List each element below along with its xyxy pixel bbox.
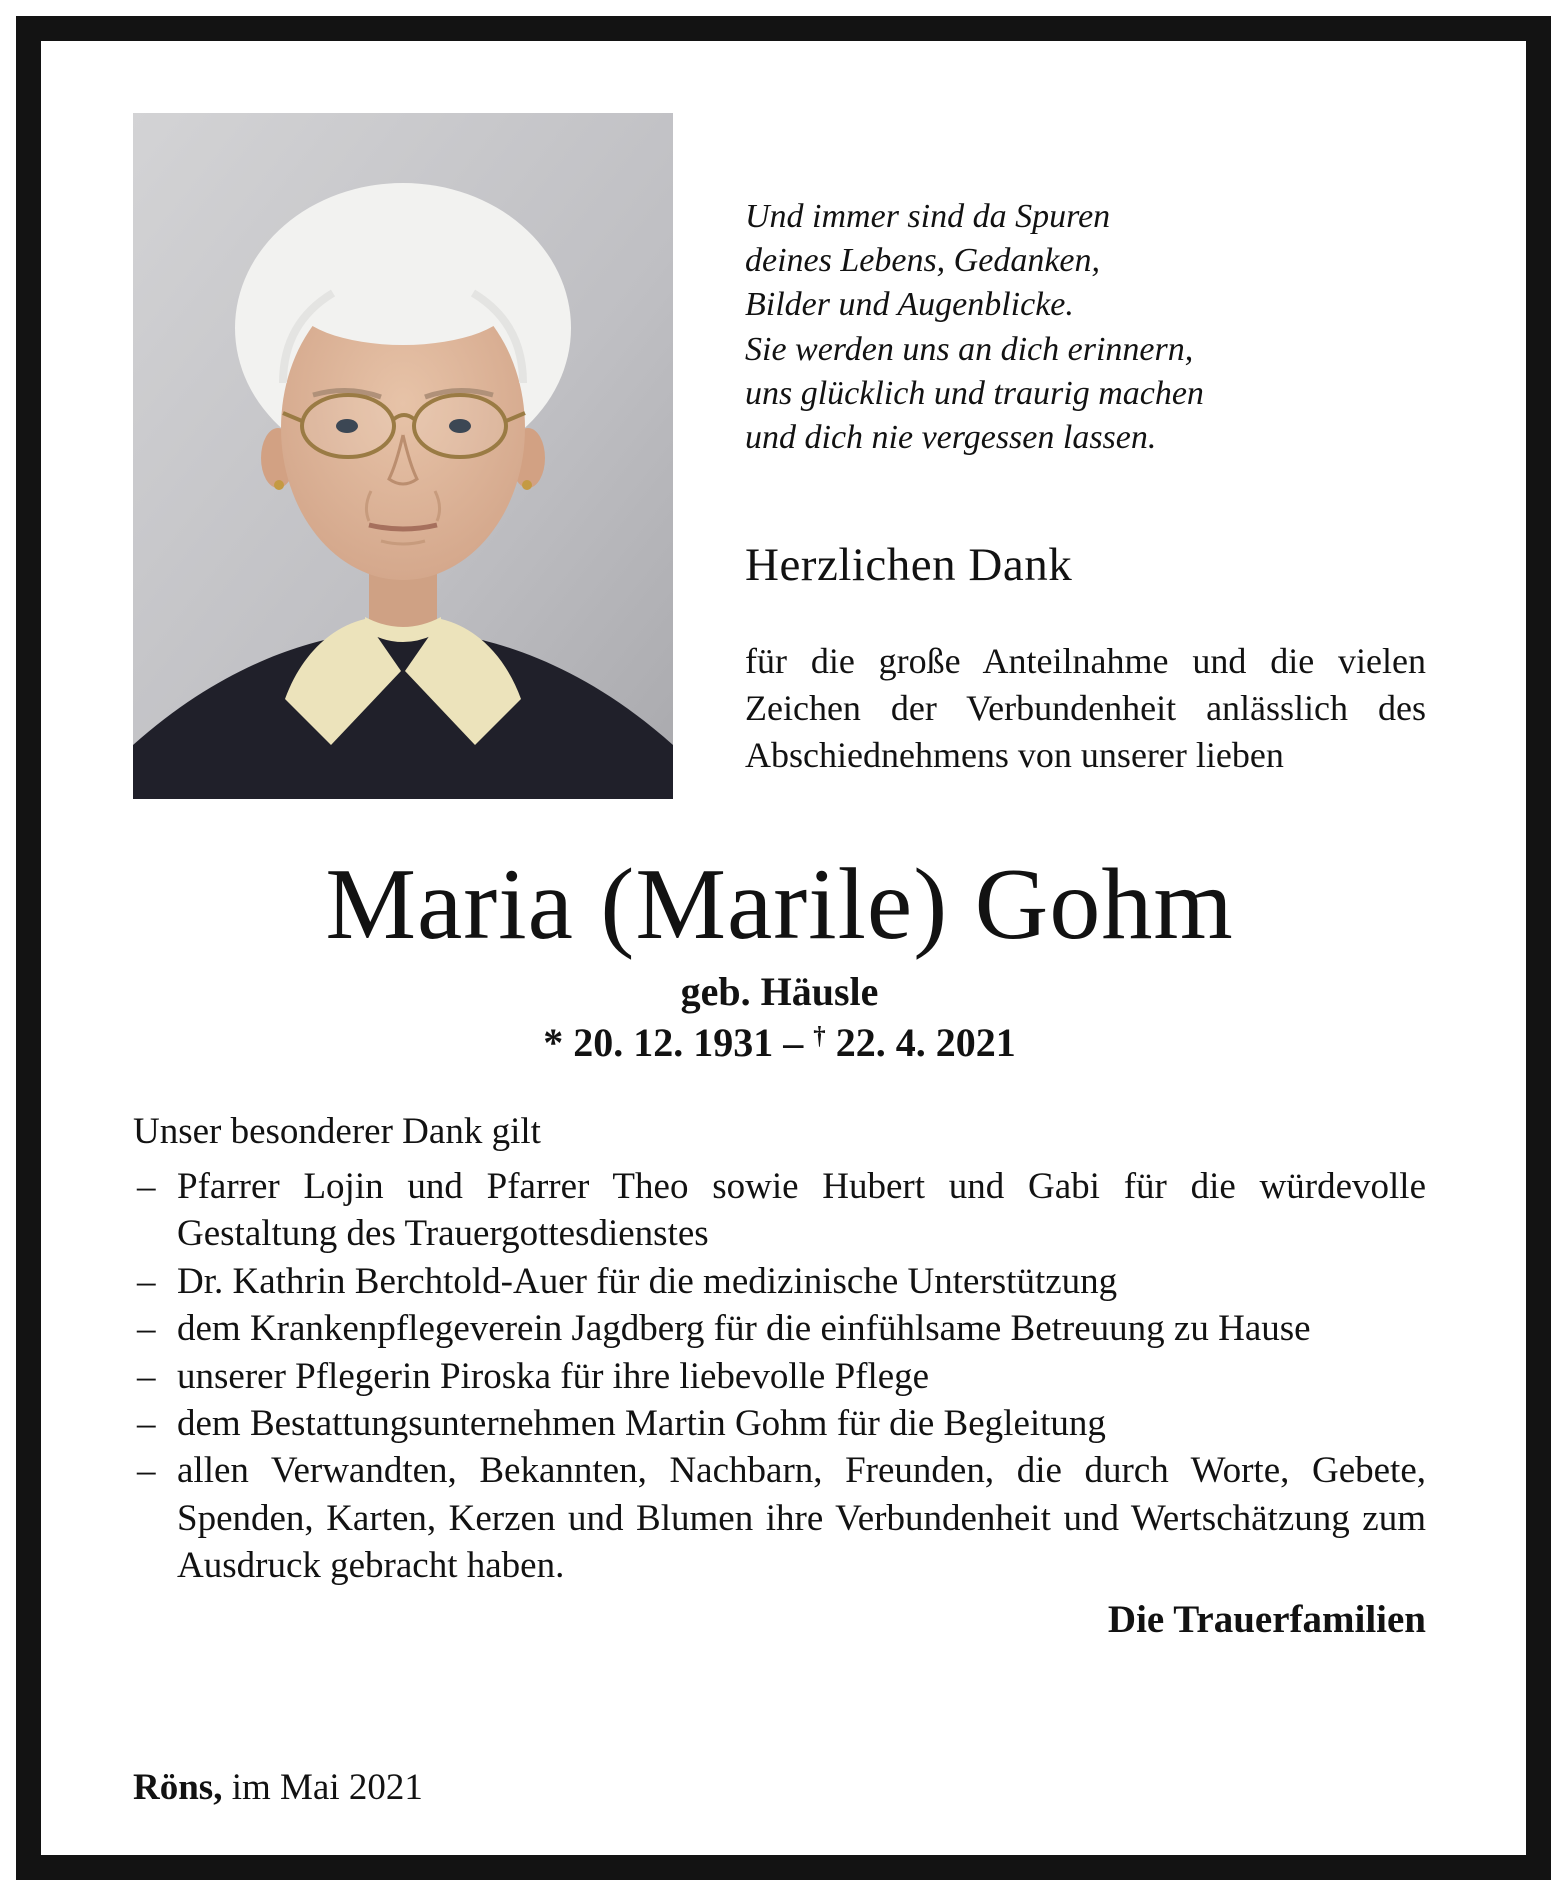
dash-marker: – <box>137 1450 156 1492</box>
thanks-heading: Herzlichen Dank <box>745 539 1073 592</box>
deceased-block <box>133 848 1426 1066</box>
death-date: 22. 4. 2021 <box>835 1020 1016 1066</box>
thanks-item-text: Dr. Kathrin Berchtold-Auer für die medizinische Unterstützung <box>177 1260 1118 1302</box>
thanks-item <box>133 1305 1426 1352</box>
birth-date: 20. 12. 1931 <box>573 1020 774 1066</box>
poem-line: und dich nie vergessen lassen. <box>745 418 1157 456</box>
thanks-item <box>133 1163 1426 1258</box>
maiden-name: geb. Häusle <box>680 969 879 1015</box>
thanks-item-text: dem Krankenpflegeverein Jagdberg für die einfühlsame Betreuung zu Hause <box>177 1308 1311 1350</box>
special-thanks-label: Unser besonderer Dank gilt <box>133 1111 541 1153</box>
thanks-item <box>133 1258 1426 1305</box>
dash-marker: – <box>137 1355 156 1397</box>
header-section <box>133 113 1426 799</box>
poem-line: Bilder und Augenblicke. <box>745 286 1074 324</box>
dash-marker: – <box>137 1308 156 1350</box>
thanks-item-text: Pfarrer Lojin und Pfarrer Theo sowie Hubert und Gabi für die würdevolle Gestaltung des Trauergottesdienstes <box>177 1166 1426 1255</box>
death-symbol: † <box>813 1022 826 1050</box>
thanks-item-text: allen Verwandten, Bekannten, Nachbarn, Freunden, die durch Worte, Gebete, Spenden, Karten, Kerzen und Blumen ihre Verbundenheit und Wertschätzung zum Ausdruck gebracht haben. <box>177 1450 1426 1586</box>
place-date-line <box>133 1766 1426 1821</box>
thanks-item-text: unserer Pflegerin Piroska für ihre liebevolle Pflege <box>177 1355 930 1397</box>
poem-line: Und immer sind da Spuren <box>745 198 1111 235</box>
thanks-list <box>133 1163 1426 1589</box>
dates-separator: – <box>783 1020 804 1066</box>
dash-marker: – <box>137 1166 156 1208</box>
thanks-item <box>133 1447 1426 1589</box>
memorial-poem <box>745 195 1426 460</box>
thanks-item <box>133 1353 1426 1400</box>
header-text-column <box>745 113 1426 799</box>
portrait-photo <box>133 113 673 799</box>
poem-line: uns glücklich und traurig machen <box>745 374 1204 412</box>
poem-line: deines Lebens, Gedanken, <box>745 242 1101 280</box>
dash-marker: – <box>137 1260 156 1302</box>
date-text: im Mai 2021 <box>231 1767 423 1808</box>
poem-line: Sie werden uns an dich erinnern, <box>745 330 1194 368</box>
birth-symbol: * <box>543 1020 564 1066</box>
thanks-item <box>133 1400 1426 1447</box>
notice-frame <box>16 16 1551 1880</box>
deceased-name: Maria (Marile) Gohm <box>325 848 1234 961</box>
thanks-intro-paragraph: für die große Anteilnahme und die vielen Zeichen der Verbundenheit anlässlich des Abschiednehmens von unserer lieben <box>745 641 1426 775</box>
signature: Die Trauerfamilien <box>1107 1598 1426 1642</box>
place: Röns, <box>133 1767 223 1808</box>
dash-marker: – <box>137 1402 156 1444</box>
portrait-photo-graphic <box>133 113 673 799</box>
life-dates <box>133 1019 1426 1066</box>
thanks-item-text: dem Bestattungsunternehmen Martin Gohm für die Begleitung <box>177 1402 1106 1444</box>
